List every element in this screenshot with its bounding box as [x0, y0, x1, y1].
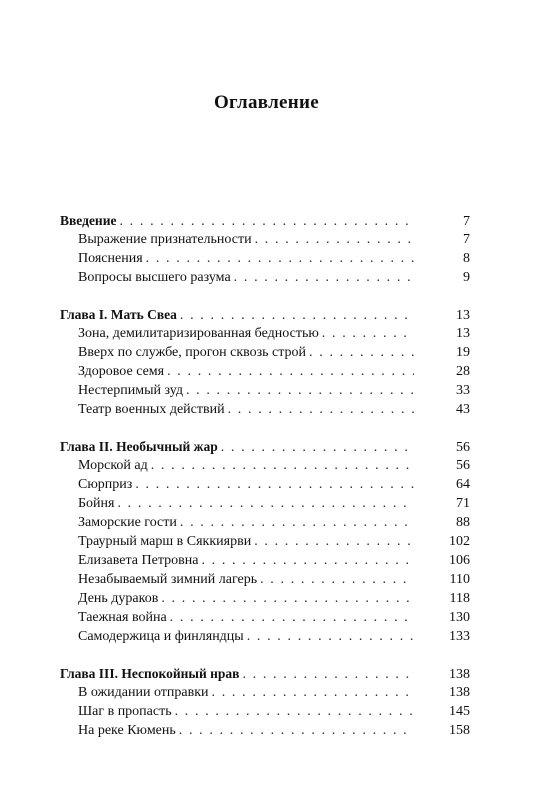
- dot-leader: [234, 268, 414, 287]
- toc-page-number: 56: [456, 458, 470, 473]
- toc-page-number: 7: [463, 214, 470, 229]
- table-of-contents: [60, 211, 470, 758]
- dot-leader: [309, 343, 414, 362]
- toc-entry-title: Зона, демилитаризированная бедностью: [78, 326, 319, 341]
- toc-entry-title: В ожидании отправки: [78, 685, 209, 700]
- toc-page-number: 106: [449, 553, 470, 568]
- toc-entry-title: Вопросы высшего разума: [78, 270, 231, 285]
- toc-page-number: 145: [449, 704, 470, 719]
- toc-entry-title: Вверх по службе, прогон сквозь строй: [78, 345, 307, 360]
- dot-leader: [180, 513, 414, 532]
- toc-page-number: 19: [456, 345, 470, 360]
- dot-leader: [180, 306, 414, 325]
- toc-entry-title: Незабываемый зимний лагерь: [78, 572, 258, 587]
- toc-entry-title: Сюрприз: [78, 477, 133, 492]
- toc-entry-title: Выражение признательности: [78, 232, 252, 247]
- toc-entry-row[interactable]: [60, 702, 470, 721]
- toc-entry-row[interactable]: [60, 381, 470, 400]
- toc-entry-row[interactable]: [60, 324, 470, 343]
- dot-leader: [151, 456, 414, 475]
- toc-page-number: 138: [449, 685, 470, 700]
- toc-page-number: 88: [456, 515, 470, 530]
- toc-chapter-title: Введение: [60, 213, 117, 228]
- toc-entry-title: Бойня: [78, 496, 115, 511]
- toc-entry-row[interactable]: [60, 570, 470, 589]
- toc-page-number: 9: [463, 270, 470, 285]
- toc-chapter-row[interactable]: [60, 664, 470, 683]
- toc-page-number: 138: [449, 667, 470, 682]
- toc-section: [60, 211, 470, 287]
- toc-entry-title: Траурный марш в Сяккиярви: [78, 534, 252, 549]
- toc-page-number: 56: [456, 440, 470, 455]
- toc-entry-row[interactable]: [60, 683, 470, 702]
- toc-entry-row[interactable]: [60, 608, 470, 627]
- toc-page-number: 13: [456, 308, 470, 323]
- toc-page-number: 13: [456, 326, 470, 341]
- toc-entry-row[interactable]: [60, 400, 470, 419]
- toc-page-number: 133: [449, 629, 470, 644]
- toc-entry-title: Здоровое семя: [78, 364, 165, 379]
- dot-leader: [179, 721, 414, 740]
- toc-page-number: 158: [449, 723, 470, 738]
- dot-leader: [255, 230, 414, 249]
- toc-page-number: 71: [456, 496, 470, 511]
- dot-leader: [146, 249, 414, 268]
- dot-leader: [242, 665, 414, 684]
- dot-leader: [221, 438, 414, 457]
- page-title: Оглавление: [213, 92, 320, 113]
- dot-leader: [175, 702, 414, 721]
- dot-leader: [260, 570, 414, 589]
- toc-chapter-row[interactable]: [60, 437, 470, 456]
- toc-chapter-row[interactable]: [60, 211, 470, 230]
- toc-entry-title: Самодержица и финляндцы: [78, 629, 244, 644]
- toc-page-number: 102: [449, 534, 470, 549]
- dot-leader: [135, 475, 414, 494]
- toc-entry-row[interactable]: [60, 532, 470, 551]
- dot-leader: [212, 683, 414, 702]
- dot-leader: [167, 362, 414, 381]
- toc-entry-row[interactable]: [60, 343, 470, 362]
- toc-entry-title: Таежная война: [78, 610, 167, 625]
- toc-entry-row[interactable]: [60, 589, 470, 608]
- toc-entry-title: Елизавета Петровна: [78, 553, 199, 568]
- toc-chapter-title: Глава I. Мать Свеа: [60, 307, 177, 322]
- toc-entry-row[interactable]: [60, 456, 470, 475]
- toc-entry-row[interactable]: [60, 475, 470, 494]
- toc-entry-title: Нестерпимый зуд: [78, 383, 183, 398]
- dot-leader: [201, 551, 414, 570]
- toc-page-number: 33: [456, 383, 470, 398]
- toc-entry-row[interactable]: [60, 721, 470, 740]
- toc-section: [60, 664, 470, 740]
- toc-page-number: 118: [449, 591, 470, 606]
- toc-page-number: 43: [456, 402, 470, 417]
- toc-page-number: 7: [463, 232, 470, 247]
- dot-leader: [228, 400, 414, 419]
- toc-page-number: 110: [449, 572, 470, 587]
- toc-entry-title: Заморские гости: [78, 515, 177, 530]
- dot-leader: [186, 381, 414, 400]
- toc-entry-title: На реке Кюмень: [78, 723, 176, 738]
- toc-entry-row[interactable]: [60, 513, 470, 532]
- dot-leader: [254, 532, 414, 551]
- dot-leader: [247, 627, 414, 646]
- toc-entry-row[interactable]: [60, 230, 470, 249]
- toc-entry-title: День дураков: [78, 591, 159, 606]
- toc-entry-title: Шаг в пропасть: [78, 704, 172, 719]
- toc-entry-row[interactable]: [60, 494, 470, 513]
- toc-chapter-row[interactable]: [60, 305, 470, 324]
- toc-page-number: 64: [456, 477, 470, 492]
- toc-section: [60, 437, 470, 646]
- toc-page-number: 8: [463, 251, 470, 266]
- dot-leader: [322, 324, 414, 343]
- toc-entry-title: Театр военных действий: [78, 402, 225, 417]
- toc-page-number: 28: [456, 364, 470, 379]
- toc-entry-row[interactable]: [60, 268, 470, 287]
- dot-leader: [170, 608, 414, 627]
- toc-chapter-title: Глава III. Неспокойный нрав: [60, 666, 240, 681]
- toc-entry-row[interactable]: [60, 249, 470, 268]
- toc-entry-row[interactable]: [60, 551, 470, 570]
- toc-chapter-title: Глава II. Необычный жар: [60, 439, 218, 454]
- toc-entry-row[interactable]: [60, 627, 470, 646]
- dot-leader: [161, 589, 414, 608]
- toc-page-number: 130: [449, 610, 470, 625]
- toc-section: [60, 305, 470, 419]
- toc-entry-title: Пояснения: [78, 251, 143, 266]
- toc-entry-row[interactable]: [60, 362, 470, 381]
- dot-leader: [117, 494, 414, 513]
- dot-leader: [119, 212, 414, 231]
- toc-entry-title: Морской ад: [78, 458, 148, 473]
